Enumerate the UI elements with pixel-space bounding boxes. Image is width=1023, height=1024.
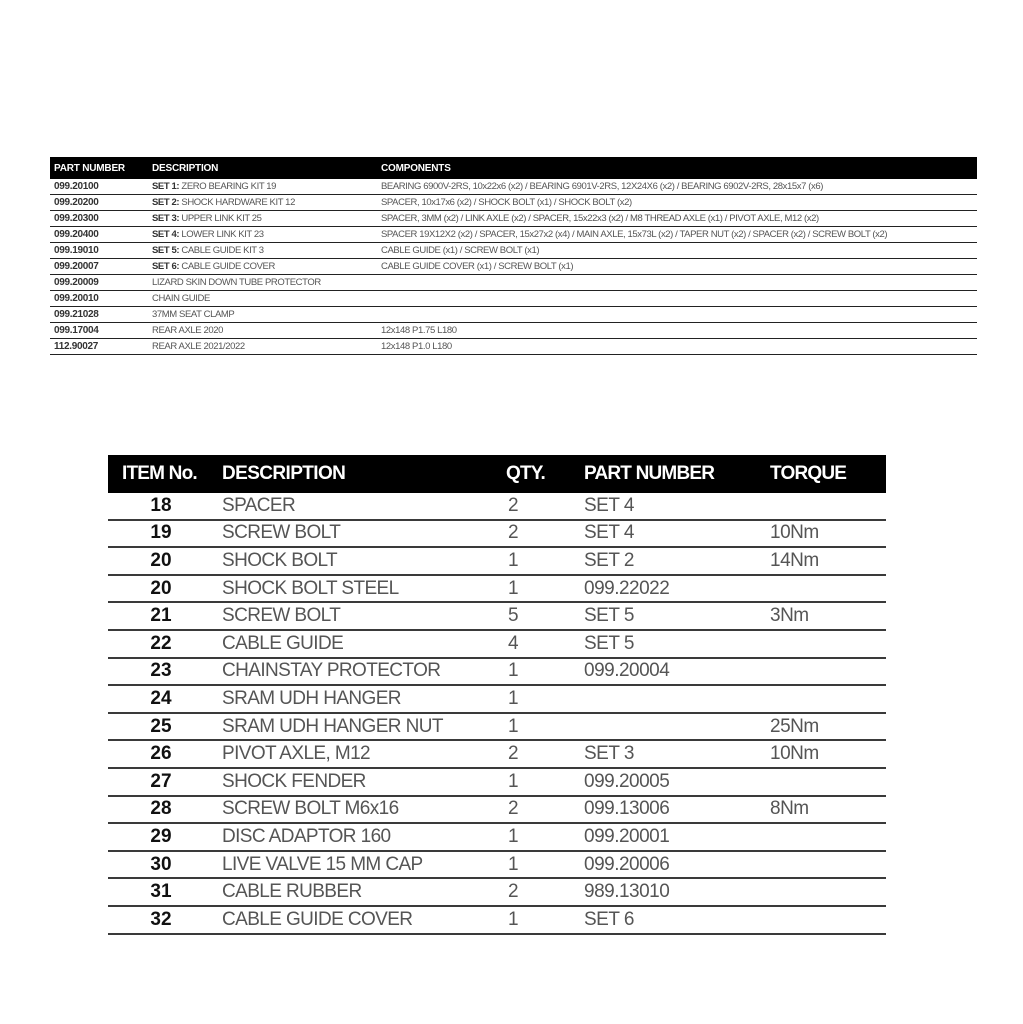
table-row — [50, 323, 977, 339]
description-cell: DISC ADAPTOR 160 — [222, 825, 391, 847]
part-number-cell: 099.20007 — [54, 261, 99, 272]
table-row — [50, 307, 977, 323]
description-cell: SHOCK FENDER — [222, 770, 366, 792]
components-cell: CABLE GUIDE (x1) / SCREW BOLT (x1) — [381, 245, 540, 256]
set-label: SET 2: — [152, 197, 180, 208]
torque-cell: 10Nm — [770, 743, 819, 765]
description-cell — [148, 197, 377, 208]
set-label: SET 4: — [152, 229, 180, 240]
table-row — [108, 879, 886, 907]
header-description: DESCRIPTION — [222, 463, 346, 484]
torque-cell: 8Nm — [770, 798, 809, 820]
qty-cell: 1 — [508, 908, 519, 930]
part-number-cell: 099.13006 — [584, 798, 670, 820]
item-number-cell: 22 — [150, 632, 172, 654]
description-text: CABLE GUIDE KIT 3 — [179, 245, 264, 256]
description-cell: CHAINSTAY PROTECTOR — [222, 660, 441, 682]
description-cell: CABLE GUIDE COVER — [222, 908, 413, 930]
torque-cell: 25Nm — [770, 715, 819, 737]
part-number-cell: 099.20009 — [54, 277, 99, 288]
part-number-cell: 099.20005 — [584, 770, 670, 792]
components-cell: BEARING 6900V-2RS, 10x22x6 (x2) / BEARING 6901V-2RS, 12X24X6 (x2) / BEARING 6902V-2RS, 28x15x7 (x6) — [381, 181, 823, 192]
part-number-cell: 112.90027 — [54, 341, 99, 352]
description-cell: SCREW BOLT M6x16 — [222, 798, 399, 820]
item-number-cell: 19 — [150, 522, 172, 544]
item-number-cell: 29 — [150, 825, 172, 847]
description-cell: PIVOT AXLE, M12 — [222, 743, 371, 765]
header-description: DESCRIPTION — [152, 162, 219, 174]
torque-cell: 3Nm — [770, 605, 809, 627]
item-number-cell: 25 — [150, 715, 172, 737]
qty-cell: 1 — [508, 660, 519, 682]
qty-cell: 1 — [508, 577, 519, 599]
header-part-number: PART NUMBER — [584, 463, 715, 484]
part-number-cell: 099.20400 — [54, 229, 99, 240]
torque-cell: 14Nm — [770, 549, 819, 571]
torque-cell: 10Nm — [770, 522, 819, 544]
part-number-cell: 099.20100 — [54, 181, 99, 192]
description-cell: REAR AXLE 2020 — [152, 325, 223, 336]
description-cell: LIVE VALVE 15 MM CAP — [222, 853, 423, 875]
set-label: SET 6: — [152, 261, 180, 272]
table-row — [50, 339, 977, 355]
qty-cell: 1 — [508, 770, 519, 792]
set-label: SET 5: — [152, 245, 180, 256]
part-number-cell: SET 2 — [584, 549, 634, 571]
table-row — [50, 275, 977, 291]
components-cell: SPACER, 3MM (x2) / LINK AXLE (x2) / SPACER, 15x22x3 (x2) / M8 THREAD AXLE (x1) / PIVOT AXLE, M12 (x2) — [381, 213, 819, 224]
part-number-cell: 099.19010 — [54, 245, 99, 256]
part-number-cell: 099.20200 — [54, 197, 99, 208]
item-number-cell: 23 — [150, 660, 172, 682]
description-cell: CABLE GUIDE — [222, 632, 344, 654]
item-number-cell: 30 — [150, 853, 172, 875]
qty-cell: 4 — [508, 632, 519, 654]
part-number-cell: 989.13010 — [584, 881, 670, 903]
part-number-cell: 099.20300 — [54, 213, 99, 224]
description-text: SHOCK HARDWARE KIT 12 — [179, 197, 295, 208]
part-number-cell: 099.20006 — [584, 853, 670, 875]
description-cell: SHOCK BOLT — [222, 549, 338, 571]
table-row — [108, 769, 886, 797]
header-torque: TORQUE — [770, 463, 847, 484]
table-row — [50, 195, 977, 211]
qty-cell: 2 — [508, 798, 519, 820]
description-cell: SRAM UDH HANGER — [222, 687, 401, 709]
qty-cell: 2 — [508, 743, 519, 765]
qty-cell: 1 — [508, 549, 519, 571]
item-number-cell: 21 — [150, 605, 172, 627]
table-row — [108, 714, 886, 742]
item-number-cell: 27 — [150, 770, 172, 792]
description-cell: SCREW BOLT — [222, 605, 341, 627]
part-number-cell: SET 3 — [584, 743, 634, 765]
table-row — [108, 493, 886, 521]
description-cell — [148, 261, 377, 272]
part-number-cell: 099.20001 — [584, 825, 670, 847]
table-row — [108, 576, 886, 604]
part-number-cell: 099.20004 — [584, 660, 670, 682]
part-number-cell: SET 5 — [584, 605, 634, 627]
description-cell: REAR AXLE 2021/2022 — [152, 341, 245, 352]
part-number-cell: SET 6 — [584, 908, 634, 930]
description-cell — [148, 181, 377, 192]
qty-cell: 2 — [508, 494, 519, 516]
part-number-cell: 099.22022 — [584, 577, 670, 599]
item-number-cell: 32 — [150, 908, 172, 930]
description-cell: CHAIN GUIDE — [152, 293, 210, 304]
part-number-cell: 099.17004 — [54, 325, 99, 336]
set-label: SET 1: — [152, 181, 180, 192]
description-cell: SCREW BOLT — [222, 522, 341, 544]
part-number-cell: 099.20010 — [54, 293, 99, 304]
table-row — [50, 227, 977, 243]
qty-cell: 5 — [508, 605, 519, 627]
part-number-cell: SET 5 — [584, 632, 634, 654]
item-number-cell: 28 — [150, 798, 172, 820]
table-row — [108, 603, 886, 631]
description-text: LOWER LINK KIT 23 — [179, 229, 264, 240]
description-text: ZERO BEARING KIT 19 — [179, 181, 277, 192]
qty-cell: 1 — [508, 687, 519, 709]
part-number-cell: SET 4 — [584, 522, 634, 544]
header-qty: QTY. — [506, 463, 546, 484]
qty-cell: 1 — [508, 853, 519, 875]
description-cell: SHOCK BOLT STEEL — [222, 577, 399, 599]
header-components: COMPONENTS — [381, 162, 451, 174]
table-row — [50, 291, 977, 307]
item-number-cell: 18 — [150, 494, 172, 516]
part-number-cell: 099.21028 — [54, 309, 99, 320]
description-cell: CABLE RUBBER — [222, 881, 362, 903]
components-cell: CABLE GUIDE COVER (x1) / SCREW BOLT (x1) — [381, 261, 574, 272]
table-row — [108, 824, 886, 852]
description-cell: LIZARD SKIN DOWN TUBE PROTECTOR — [152, 277, 321, 288]
item-number-cell: 26 — [150, 743, 172, 765]
item-number-cell: 24 — [150, 687, 172, 709]
qty-cell: 1 — [508, 825, 519, 847]
description-cell — [148, 245, 377, 256]
description-text: UPPER LINK KIT 25 — [179, 213, 262, 224]
table-row — [108, 631, 886, 659]
description-cell: SPACER — [222, 494, 296, 516]
parts-table-header — [50, 157, 977, 179]
description-cell: 37MM SEAT CLAMP — [152, 309, 235, 320]
qty-cell: 1 — [508, 715, 519, 737]
table-row — [108, 659, 886, 687]
components-cell: 12x148 P1.75 L180 — [381, 325, 457, 336]
components-cell: SPACER 19X12X2 (x2) / SPACER, 15x27x2 (x4) / MAIN AXLE, 15x73L (x2) / TAPER NUT (x2) / SPACER (x2) / SCREW BOLT (x2) — [381, 229, 888, 240]
table-row — [50, 179, 977, 195]
table-row — [108, 907, 886, 935]
components-cell: SPACER, 10x17x6 (x2) / SHOCK BOLT (x1) / SHOCK BOLT (x2) — [381, 197, 632, 208]
description-cell — [148, 229, 377, 240]
parts-table — [50, 157, 977, 355]
table-row — [50, 259, 977, 275]
table-row — [50, 243, 977, 259]
header-part-number: PART NUMBER — [54, 162, 125, 174]
part-number-cell: SET 4 — [584, 494, 634, 516]
items-table — [108, 455, 886, 935]
table-row — [108, 686, 886, 714]
header-item-no: ITEM No. — [122, 463, 197, 484]
table-row — [108, 548, 886, 576]
table-row — [108, 797, 886, 825]
table-row — [108, 741, 886, 769]
set-label: SET 3: — [152, 213, 180, 224]
table-row — [108, 852, 886, 880]
description-cell: SRAM UDH HANGER NUT — [222, 715, 443, 737]
items-table-header — [108, 455, 886, 493]
item-number-cell: 31 — [150, 881, 172, 903]
components-cell: 12x148 P1.0 L180 — [381, 341, 452, 352]
description-text: CABLE GUIDE COVER — [179, 261, 275, 272]
table-row — [108, 521, 886, 549]
table-row — [50, 211, 977, 227]
qty-cell: 2 — [508, 522, 519, 544]
item-number-cell: 20 — [150, 577, 172, 599]
qty-cell: 2 — [508, 881, 519, 903]
item-number-cell: 20 — [150, 549, 172, 571]
description-cell — [148, 213, 377, 224]
